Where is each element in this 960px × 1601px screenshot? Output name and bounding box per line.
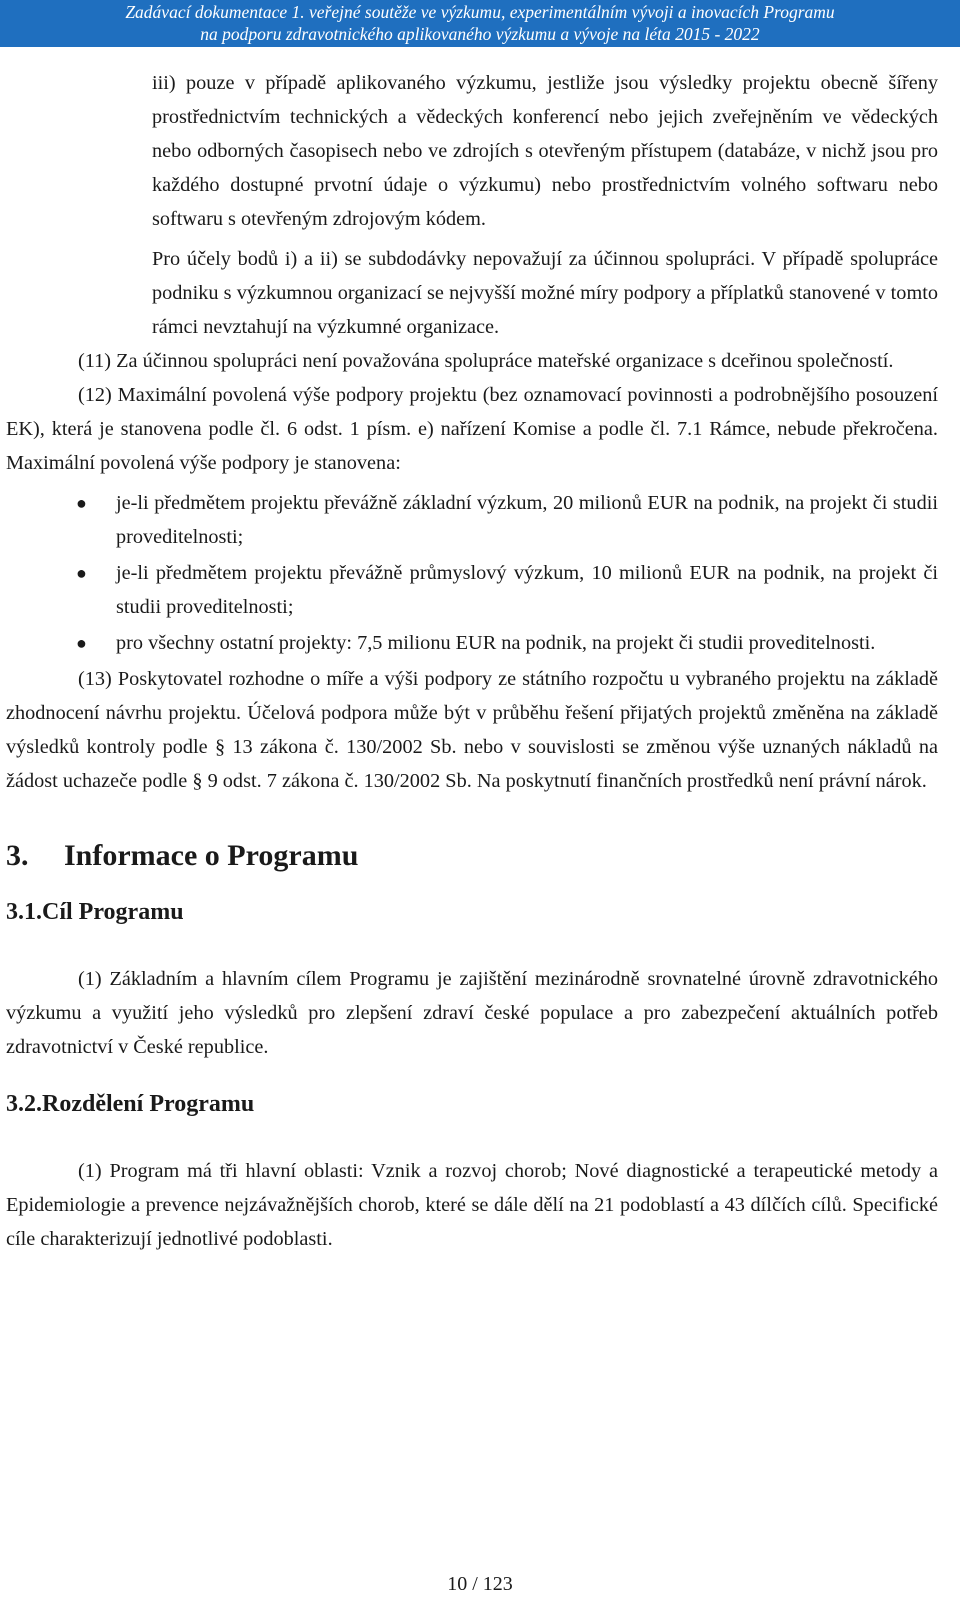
list-item-text: je-li předmětem projektu převážně základní výzkum, 20 milionů EUR na podnik, na projekt či studii proveditelnosti; <box>116 492 938 548</box>
support-limits-list <box>6 486 938 660</box>
paragraph-12: (12) Maximální povolená výše podpory projektu (bez oznamovací povinnosti a podrobnějšího posouzení EK), která je stanovena podle čl. 6 odst. 1 písm. e) nařízení Komise a podle čl. 7.1 Rámce, nebude překročena. Maximální povolená výše podpory je stanovena: <box>6 384 938 474</box>
list-item <box>6 556 938 624</box>
bullet-icon: ● <box>76 633 87 653</box>
list-item-text: je-li předmětem projektu převážně průmyslový výzkum, 10 milionů EUR na podnik, na projekt či studii proveditelnosti; <box>116 562 938 618</box>
paragraph-purpose: Pro účely bodů i) a ii) se subdodávky nepovažují za účinnou spolupráci. V případě spolupráce podniku s výzkumnou organizací se nejvyšší možné míry podpory a příplatků stanovené v tomto rámci nevztahují na výzkumné organizace. <box>152 248 938 338</box>
section-3-2-paragraph: (1) Program má tři hlavní oblasti: Vznik a rozvoj chorob; Nové diagnostické a terapeutické metody a Epidemiologie a prevence nejzávažnějších chorob, které se dále dělí na 21 podoblastí a 43 dílčích cílů. Specifické cíle charakterizují jednotlivé podoblasti. <box>6 1160 938 1250</box>
page-number: 10 / 123 <box>447 1573 513 1595</box>
paragraph-iii: iii) pouze v případě aplikovaného výzkumu, jestliže jsou výsledky projektu obecně šířeny prostřednictvím technických a vědeckých konferencí nebo jejich zveřejněním ve vědeckých nebo odborných časopisech nebo ve zdrojích s otevřeným přístupem (databáze, v nichž jsou pro každého dostupné prvotní údaje o výzkumu) nebo prostřednictvím volného softwaru nebo softwaru s otevřeným zdrojovým kódem. <box>152 72 938 230</box>
section-number: 3. <box>6 839 29 872</box>
list-item <box>6 626 938 660</box>
paragraph-11: (11) Za účinnou spolupráci není považována spolupráce mateřské organizace s dceřinou společností. <box>78 350 894 372</box>
document-header <box>0 0 960 47</box>
list-item <box>6 486 938 554</box>
bullet-icon: ● <box>76 563 87 583</box>
section-3-1-paragraph: (1) Základním a hlavním cílem Programu je zajištění mezinárodně srovnatelné úrovně zdravotnického výzkumu a využití jeho výsledků pro zlepšení zdraví české populace a pro zabezpečení aktuálních potřeb zdravotnictví v České republice. <box>6 968 938 1058</box>
section-3-2-heading: 3.2.Rozdělení Programu <box>6 1091 255 1117</box>
section-title: Informace o Programu <box>64 839 359 872</box>
paragraph-13: (13) Poskytovatel rozhodne o míře a výši podpory ze státního rozpočtu u vybraného projektu na základě zhodnocení návrhu projektu. Účelová podpora může být v průběhu řešení přijatých projektů změněna na základě výsledků kontroly podle § 13 zákona č. 130/2002 Sb. nebo v souvislosti se změnou výše uznaných nákladů na žádost uchazeče podle § 9 odst. 7 zákona č. 130/2002 Sb. Na poskytnutí finančních prostředků není právní nárok. <box>6 668 938 792</box>
page-content <box>6 66 938 1256</box>
section-3-heading <box>6 836 938 876</box>
header-line-2: na podporu zdravotnického aplikovaného výzkumu a vývoje na léta 2015 - 2022 <box>200 24 760 44</box>
header-line-1: Zadávací dokumentace 1. veřejné soutěže ve výzkumu, experimentálním vývoji a inovacích Programu <box>125 2 835 22</box>
list-item-text: pro všechny ostatní projekty: 7,5 milionu EUR na podnik, na projekt či studii proveditelnosti. <box>116 632 876 654</box>
bullet-icon: ● <box>76 493 87 513</box>
section-3-1-heading: 3.1.Cíl Programu <box>6 899 184 925</box>
